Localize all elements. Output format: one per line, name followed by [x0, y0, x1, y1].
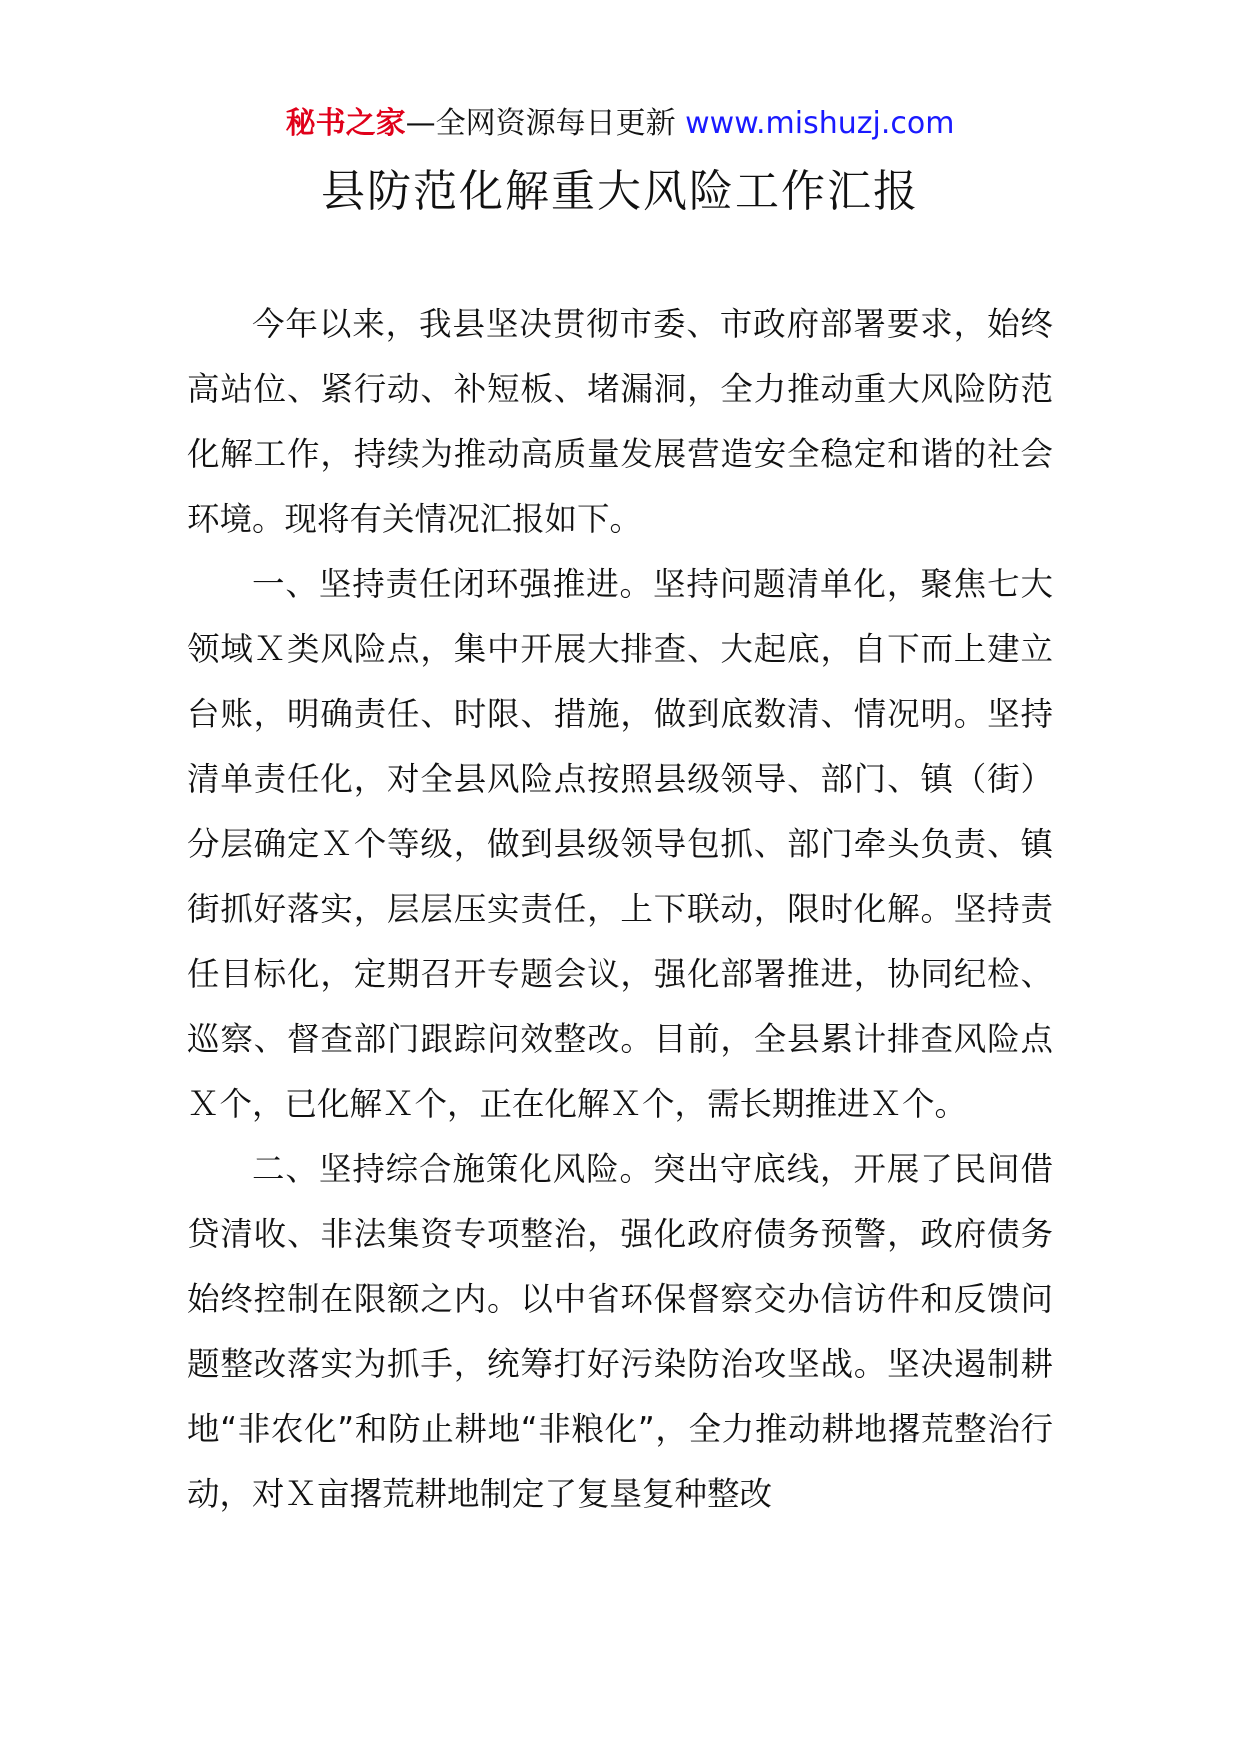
paragraph-intro: 今年以来，我县坚决贯彻市委、市政府部署要求，始终高站位、紧行动、补短板、堵漏洞，全力推动重大风险防范化解工作，持续为推动高质量发展营造安全稳定和谐的社会环境。现将有关情况汇报如下。 [187, 305, 1053, 538]
site-header [0, 100, 1240, 148]
paragraph-section-2: 二、坚持综合施策化风险。突出守底线，开展了民间借贷清收、非法集资专项整治，强化政府债务预警，政府债务始终控制在限额之内。以中省环保督察交办信访件和反馈问题整改落实为抓手，统筹打好污染防治攻坚战。坚决遏制耕地“非农化”和防止耕地“非粮化”，全力推动耕地撂荒整治行动，对Ｘ亩撂荒耕地制定了复垦复种整改 [187, 1150, 1053, 1513]
site-url-link[interactable]: www.mishuzj.com [685, 106, 955, 141]
paragraph-section-1: 一、坚持责任闭环强推进。坚持问题清单化，聚焦七大领域Ｘ类风险点，集中开展大排查、大起底，自下而上建立台账，明确责任、时限、措施，做到底数清、情况明。坚持清单责任化，对全县风险点按照县级领导、部门、镇（街）分层确定Ｘ个等级，做到县级领导包抓、部门牵头负责、镇街抓好落实，层层压实责任，上下联动，限时化解。坚持责任目标化，定期召开专题会议，强化部署推进，协同纪检、巡察、督查部门跟踪问效整改。目前，全县累计排查风险点Ｘ个，已化解Ｘ个，正在化解Ｘ个，需长期推进Ｘ个。 [187, 565, 1053, 1123]
header-tagline: —全网资源每日更新 [405, 106, 676, 141]
document-body [187, 292, 1053, 1527]
brand-name: 秘书之家 [285, 106, 406, 141]
document-title: 县防范化解重大风险工作汇报 [321, 166, 919, 217]
